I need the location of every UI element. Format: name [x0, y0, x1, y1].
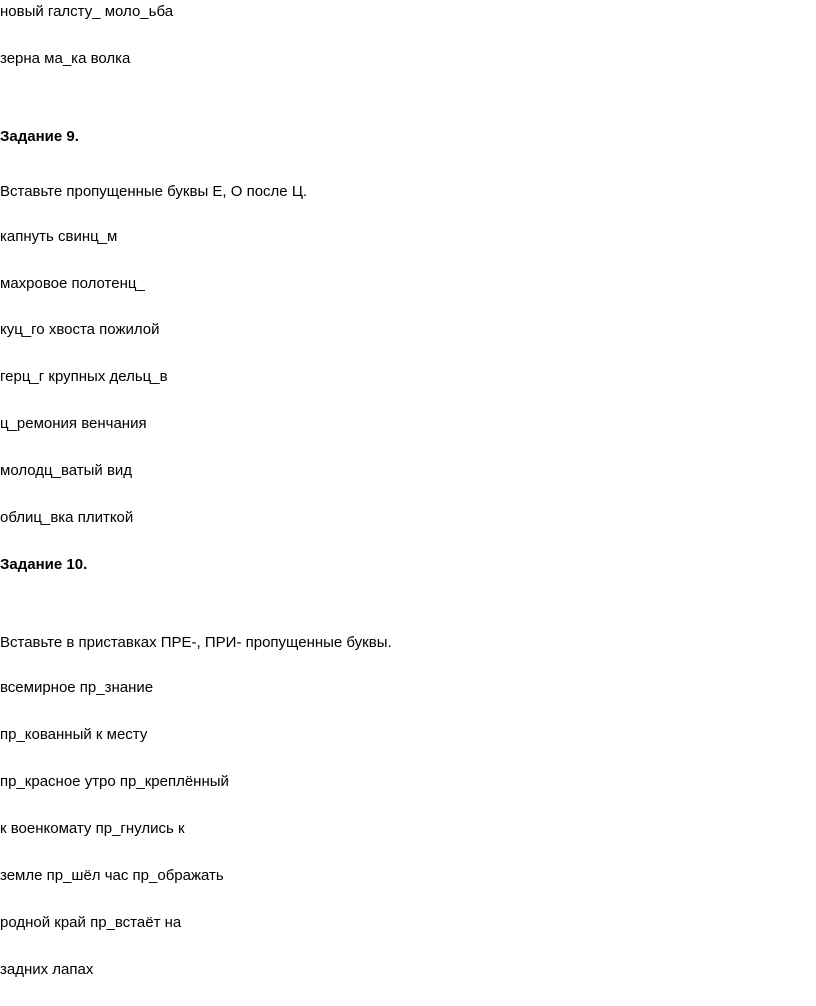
task10-item: к военкомату пр_гнулись к — [0, 820, 185, 837]
task9-title: Задание 9. — [0, 128, 79, 145]
task9-item: куц_го хвоста пожилой — [0, 321, 160, 338]
task10-instruction: Вставьте в приставках ПРЕ-, ПРИ- пропущенные буквы. — [0, 634, 392, 651]
task9-item: махровое полотенц_ — [0, 275, 145, 292]
task9-item: капнуть свинц_м — [0, 228, 118, 245]
text-line: зерна ма_ка волка — [0, 50, 131, 67]
task10-item: пр_кованный к месту — [0, 726, 148, 743]
task10-item: земле пр_шёл час пр_ображать — [0, 867, 224, 884]
task10-item: пр_красное утро пр_креплённый — [0, 773, 229, 790]
task9-item: герц_г крупных дельц_в — [0, 368, 168, 385]
task10-item: задних лапах — [0, 961, 94, 978]
task9-item: облиц_вка плиткой — [0, 509, 134, 526]
task10-item: всемирное пр_знание — [0, 679, 154, 696]
task10-title: Задание 10. — [0, 556, 88, 573]
task9-instruction: Вставьте пропущенные буквы Е, О после Ц. — [0, 183, 308, 200]
task10-item: родной край пр_встаёт на — [0, 914, 182, 931]
task9-item: молодц_ватый вид — [0, 462, 133, 479]
text-line: новый галсту_ моло_ьба — [0, 3, 174, 20]
task9-item: ц_ремония венчания — [0, 415, 147, 432]
